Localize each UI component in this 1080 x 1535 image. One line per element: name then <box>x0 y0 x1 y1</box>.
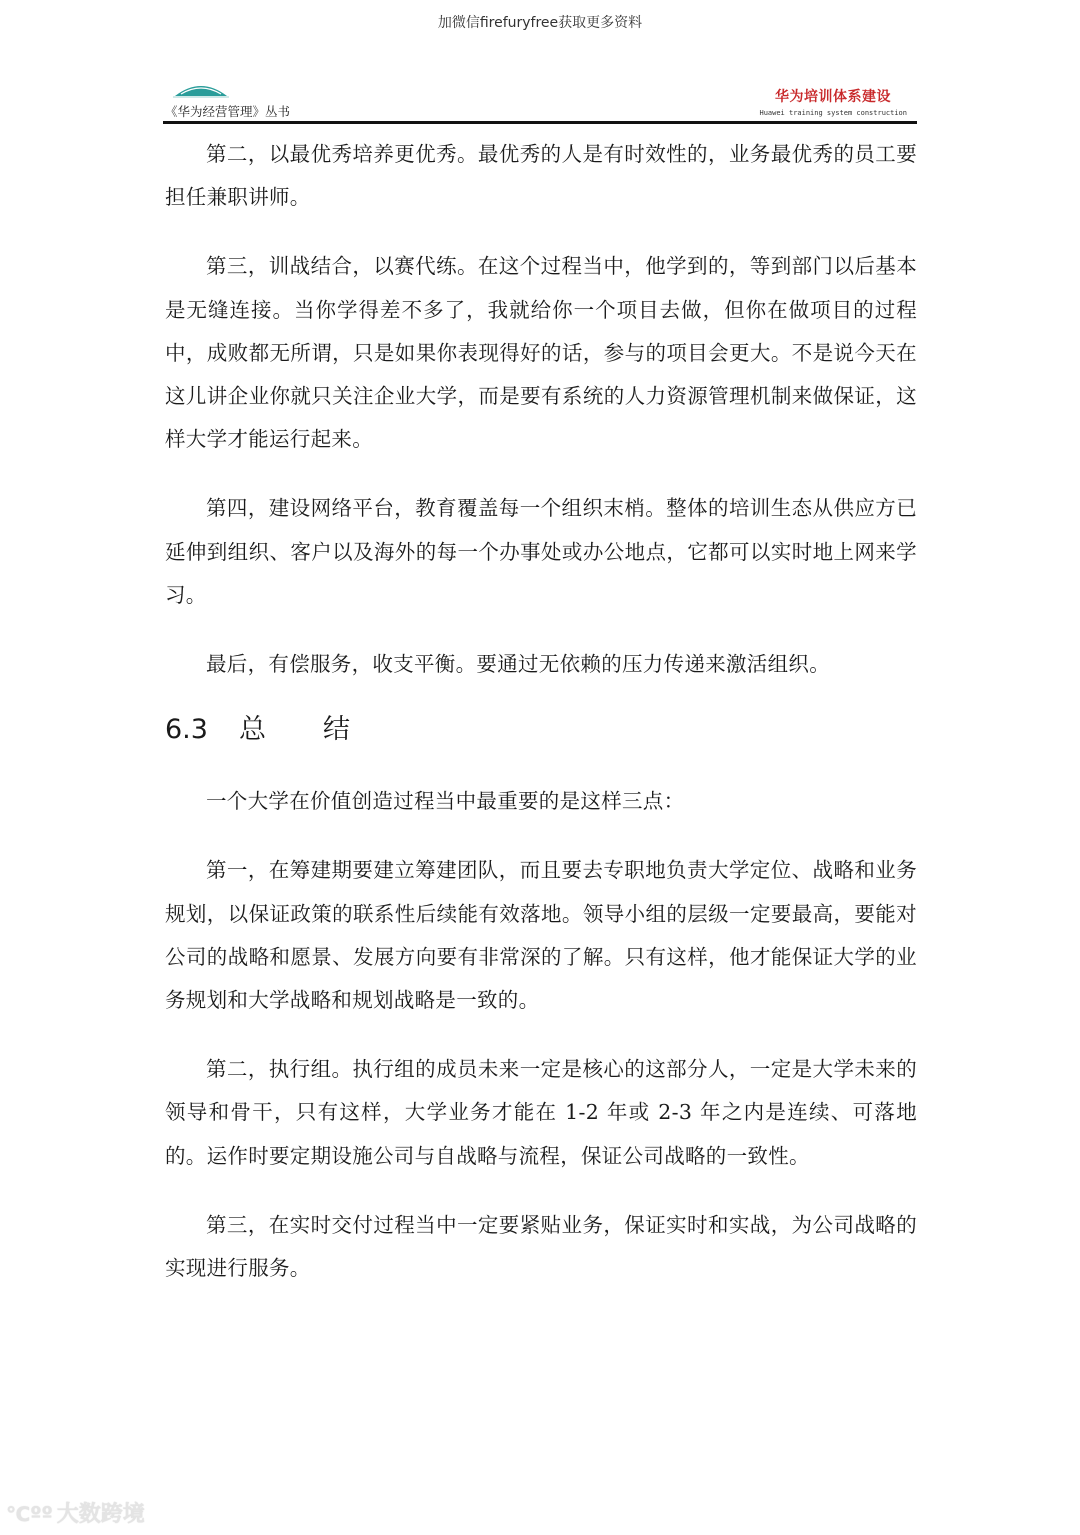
paragraph: 第一，在筹建期要建立筹建团队，而且要去专职地负责大学定位、战略和业务规划，以保证政策的联系性后续能有效落地。领导小组的层级一定要最高，要能对公司的战略和愿景、发展方向要有非常深的了解。只有这样，他才能保证大学的业务规划和大学战略和规划战略是一致的。 <box>165 858 917 1013</box>
watermark-logo-icon: ℃ºº <box>6 1502 53 1526</box>
book-title-cn: 华为培训体系建设 <box>775 89 891 105</box>
section-heading <box>165 700 917 766</box>
page-body <box>165 133 917 1290</box>
top-watermark: 加微信firefuryfree获取更多资料 <box>437 15 643 31</box>
paragraph: 第四，建设网络平台，教育覆盖每一个组织末梢。整体的培训生态从供应方已延伸到组织、客户以及海外的每一个办事处或办公地点，它都可以实时地上网来学习。 <box>165 496 917 607</box>
mountain-logo-icon <box>173 78 229 98</box>
section-number: 6.3 <box>165 714 208 746</box>
page-header <box>163 78 917 124</box>
paragraph: 最后，有偿服务，收支平衡。要通过无依赖的压力传递来激活组织。 <box>206 652 830 677</box>
paragraph: 第三，在实时交付过程当中一定要紧贴业务，保证实时和实战，为公司战略的实现进行服务。 <box>165 1212 917 1281</box>
paragraph: 第二，以最优秀培养更优秀。最优秀的人是有时效性的，业务最优秀的员工要担任兼职讲师。 <box>165 142 917 210</box>
section-title-char: 结 <box>323 714 350 746</box>
watermark-text: 大数跨境 <box>56 1502 145 1527</box>
section-title-char: 总 <box>239 714 266 746</box>
book-title-en: Huawei training system construction <box>759 109 907 117</box>
paragraph: 第三，训战结合，以赛代练。在这个过程当中，他学到的，等到部门以后基本是无缝连接。当你学得差不多了，我就给你一个项目去做，但你在做项目的过程中，成败都无所谓，只是如果你表现得好的话，参与的项目会更大。不是说今天在这儿讲企业你就只关注企业大学，而是要有系统的人力资源管理机制来做保证，这样大学才能运行起来。 <box>165 254 917 452</box>
bottom-watermark <box>6 1497 145 1528</box>
book-series-title: 《华为经营管理》丛书 <box>165 104 291 119</box>
header-divider <box>163 121 917 124</box>
paragraph: 一个大学在价值创造过程当中最重要的是这样三点： <box>206 789 685 814</box>
paragraph: 第二，执行组。执行组的成员未来一定是核心的这部分人，一定是大学未来的领导和骨干，只有这样，大学业务才能在 1-2 年或 2-3 年之内是连续、可落地的。运作时要定期设施公司与自战略与流程，保证公司战略的一致性。 <box>165 1057 917 1168</box>
